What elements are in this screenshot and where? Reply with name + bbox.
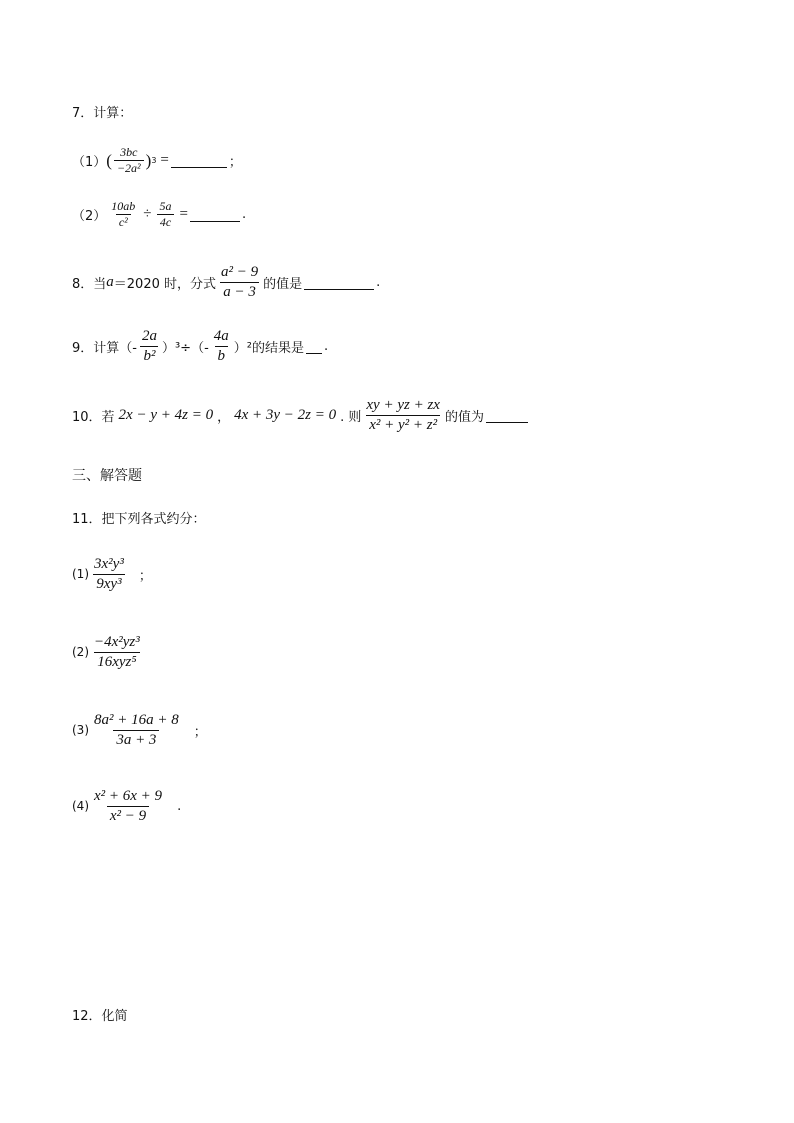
q10: 10．若 2x − y + 4z = 0 ， 4x + 3y − 2z = 0 . 则 $\frac{xy + yz + zx}{\text{x² + y² + z²}}$ 的值为 <box>72 397 530 433</box>
q9-fraction-2: $\frac{4a}{b}$ <box>213 328 229 364</box>
q10-fraction: $\frac{xy + yz + zx}{\text{x² + y² + z²}}$ <box>366 397 440 433</box>
q11-part3: (3) $\frac{\text{8a² + 16a + 8}}{3a + 3}$ ； <box>72 712 207 748</box>
q9: 9．计算（- $\frac{2a}{\text{b²}}$ ）³÷（- $\frac{4a}{b}$ ）²的结果是 . <box>72 328 329 364</box>
q7-part2-fraction-2: $\frac{5a}{4c}$ <box>157 200 175 229</box>
q10-equation-2: 4x + 3y − 2z = 0 <box>234 406 337 423</box>
q8: 8．当 a ＝2020 时，分式 $\frac{\text{a² − 9}}{a - 3}$ 的值是 . <box>72 264 381 300</box>
q7-part2-answer-blank[interactable] <box>190 207 240 222</box>
q7-part1: （1） ( $\frac{3bc}{\text{−2a²}}$ ) 3 = ； <box>72 145 242 176</box>
q7-stem: 7．计算： <box>72 106 133 121</box>
q11-part2: (2) $\frac{\text{−4x²yz³}}{\text{16xyz⁵}}$ <box>72 634 145 670</box>
q8-answer-blank[interactable] <box>304 275 374 290</box>
section-title: 三、解答题 <box>72 468 142 484</box>
q7-part2-fraction-1: $\frac{10ab}{\text{c²}}$ <box>111 199 136 230</box>
q11-part3-fraction: $\frac{\text{8a² + 16a + 8}}{3a + 3}$ <box>94 712 179 748</box>
q9-fraction-1: $\frac{2a}{\text{b²}}$ <box>141 328 157 364</box>
q11-stem: 11．把下列各式约分： <box>72 512 206 527</box>
q12-stem: 12．化简 <box>72 1009 128 1024</box>
q7-part1-fraction: $\frac{3bc}{\text{−2a²}}$ <box>114 146 144 175</box>
q10-equation-1: 2x − y + 4z = 0 <box>118 406 214 423</box>
q7-part1-label: （1） <box>72 155 107 171</box>
q11-part1: (1) $\frac{\text{3x²y³}}{\text{9xy³}}$ ； <box>72 556 152 592</box>
q10-answer-blank[interactable] <box>486 408 528 423</box>
q11-part2-fraction: $\frac{\text{−4x²yz³}}{\text{16xyz⁵}}$ <box>94 634 140 670</box>
q9-answer-blank[interactable] <box>306 339 322 354</box>
q11-part4: (4) $\frac{\text{x² + 6x + 9}}{\text{x² − 9}}$ . <box>72 788 182 824</box>
q7-part1-answer-blank[interactable] <box>171 153 227 168</box>
q7-part2: （2） $\frac{10ab}{\text{c²}}$ ÷ $\frac{5a}{4c}$ = . <box>72 199 247 230</box>
q11-part1-fraction: $\frac{\text{3x²y³}}{\text{9xy³}}$ <box>94 556 124 592</box>
q11-part4-fraction: $\frac{\text{x² + 6x + 9}}{\text{x² − 9}}$ <box>94 788 163 824</box>
q8-fraction: $\frac{\text{a² − 9}}{a - 3}$ <box>221 264 259 300</box>
q7-part2-label: （2） <box>72 209 107 225</box>
